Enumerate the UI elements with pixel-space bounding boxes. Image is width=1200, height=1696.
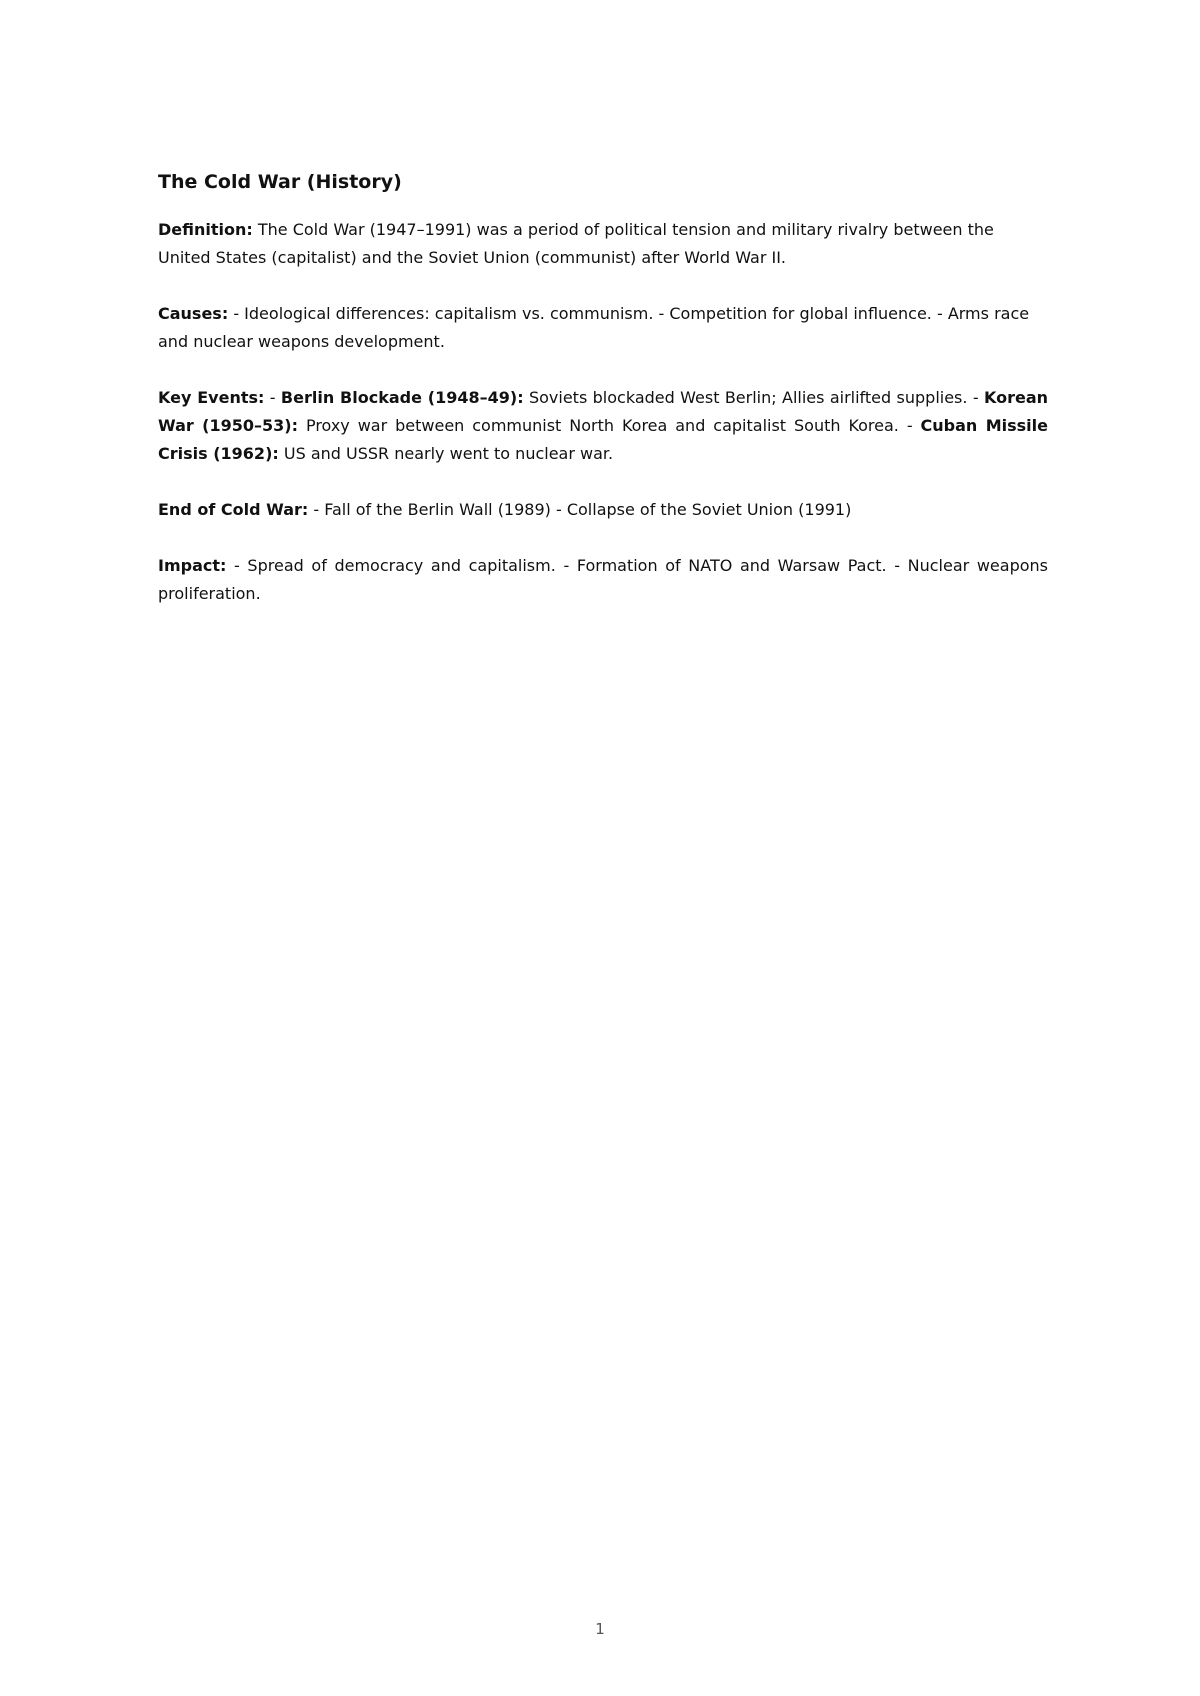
definition-text: The Cold War (1947–1991) was a period of political tension and military rivalry between the United States (capitalist) and the Soviet Union (communist) after World War II. xyxy=(158,220,994,267)
page-number: 1 xyxy=(595,1620,605,1638)
event-korean-war-text: Proxy war between communist North Korea and capitalist South Korea. - xyxy=(298,416,921,435)
document-body xyxy=(158,168,1048,636)
key-events-paragraph xyxy=(158,384,1048,468)
event-korean-war-label: Korean War (1950–53): xyxy=(158,388,1049,435)
causes-paragraph xyxy=(158,300,1048,356)
impact-label: Impact: xyxy=(158,556,227,575)
end-of-cold-war-label: End of Cold War: xyxy=(158,500,309,519)
causes-label: Causes: xyxy=(158,304,229,323)
key-events-lead: - xyxy=(264,388,281,407)
definition-label: Definition: xyxy=(158,220,253,239)
document-title: The Cold War (History) xyxy=(158,171,402,193)
impact-paragraph xyxy=(158,552,1048,608)
key-events-label: Key Events: xyxy=(158,388,265,407)
end-of-cold-war-text: - Fall of the Berlin Wall (1989) - Collapse of the Soviet Union (1991) xyxy=(308,500,852,519)
event-berlin-blockade-label: Berlin Blockade (1948–49): xyxy=(280,388,524,407)
impact-text: - Spread of democracy and capitalism. - Formation of NATO and Warsaw Pact. - Nuclear weapons proliferation. xyxy=(158,556,1048,603)
end-of-cold-war-paragraph xyxy=(158,496,1048,524)
event-cuban-missile-crisis-label: Cuban Missile Crisis (1962): xyxy=(158,416,1048,463)
event-cuban-missile-crisis-text: US and USSR nearly went to nuclear war. xyxy=(278,444,614,463)
event-berlin-blockade-text: Soviets blockaded West Berlin; Allies airlifted supplies. - xyxy=(523,388,984,407)
causes-text: - Ideological differences: capitalism vs. communism. - Competition for global influence. - Arms race and nuclear weapons development. xyxy=(158,304,1030,351)
definition-paragraph xyxy=(158,216,1048,272)
